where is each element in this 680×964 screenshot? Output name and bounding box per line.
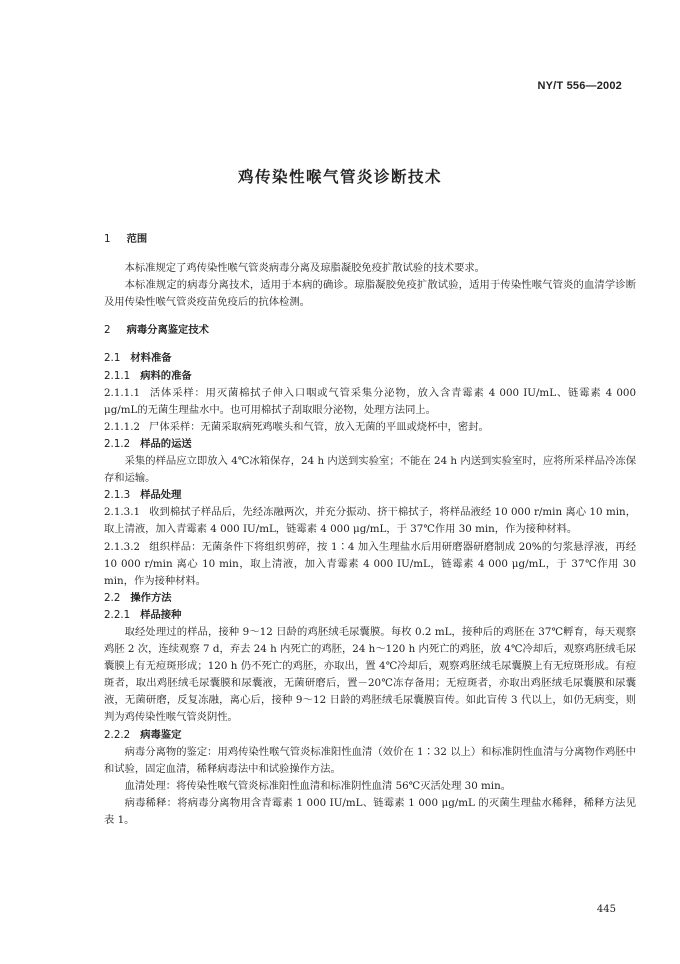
section-number: 2.2.1: [104, 608, 131, 621]
paragraph: 采集的样品应立即放入 4℃冰箱保存，24 h 内送到实验室；不能在 24 h 内送到实验室时，应将所采样品冷冻保存和运输。: [104, 455, 636, 485]
section-title: 样品接种: [140, 608, 182, 621]
section-title: 病毒鉴定: [140, 728, 182, 741]
section-title: 病毒分离鉴定技术: [126, 324, 209, 337]
section-number: 2.1: [104, 352, 121, 365]
subsection-heading: [104, 436, 636, 453]
section-number: 2.1.3: [104, 489, 131, 502]
document-body: [104, 231, 636, 829]
document-title: 鸡传染性喉气管炎诊断技术: [237, 168, 442, 186]
item-text: 活体采样：用灭菌棉拭子伸入口咽或气管采集分泌物，放入含青霉素 4 000 IU/mL、链霉素 4 000 μg/mL的无菌生理盐水中。也可用棉拭子刮取眼分泌物，处理方法同上。: [104, 386, 636, 416]
item-number: 2.1.1.1: [104, 386, 141, 399]
section-title: 材料准备: [130, 352, 172, 365]
standard-number: NY/T 556—2002: [537, 80, 622, 92]
numbered-item: [104, 539, 636, 590]
subsection-heading: [104, 487, 636, 504]
subsection-heading: [104, 350, 636, 367]
item-number: 2.1.1.2: [104, 420, 141, 433]
page-number: 445: [596, 904, 616, 915]
section-title: 样品处理: [140, 489, 182, 502]
paragraph: 病毒稀释：将病毒分离物用含青霉素 1 000 IU/mL、链霉素 1 000 μg/mL 的灭菌生理盐水稀释，稀释方法见表 1。: [104, 796, 636, 826]
subsection-heading: [104, 590, 636, 607]
section-number: 1: [104, 233, 111, 245]
item-text: 收到棉拭子样品后，先经冻融两次，并充分振动、挤干棉拭子，将样品液经 10 000 r/min 离心 10 min，取上清液，加入青霉素 4 000 IU/mL，链霉素 4 000 μg/mL，于 37℃作用 30 min，作为接种材料。: [104, 506, 636, 536]
paragraph: 取经处理过的样品，接种 9～12 日龄的鸡胚绒毛尿囊膜。每枚 0.2 mL，接种后的鸡胚在 37℃孵育，每天观察鸡胚 2 次，连续观察 7 d，弃去 24 h 内死亡的鸡胚，24 h～120 h 内死亡的鸡胚，放 4℃冷却后，观察鸡胚绒毛尿囊膜上有无痘斑形成；120 h 仍不死亡的鸡胚，亦取出，置 4℃冷却后，观察鸡胚绒毛尿囊膜上有无痘斑形成。有痘斑者，取出鸡胚绒毛尿囊膜和尿囊液，无菌研磨后，置－20℃冻存备用；无痘斑者，亦取出鸡胚绒毛尿囊膜和尿囊液，无菌研磨，反复冻融，离心后，接种 9～12 日龄的鸡胚绒毛尿囊膜盲传。如此盲传 3 代以上，如仍无病变，则判为鸡传染性喉气管炎阴性。: [104, 625, 636, 724]
paragraph: 本标准规定了鸡传染性喉气管炎病毒分离及琼脂凝胶免疫扩散试验的技术要求。: [124, 262, 485, 275]
section-2-heading: [104, 322, 636, 339]
section-number: 2.2: [104, 591, 121, 604]
item-number: 2.1.3.1: [104, 506, 141, 519]
numbered-item: [104, 385, 636, 419]
paragraph: 血清处理：将传染性喉气管炎标准阳性血清和标准阴性血清 56℃灭活处理 30 min。: [124, 779, 512, 792]
section-title: 范围: [126, 233, 148, 245]
section-number: 2: [104, 324, 111, 337]
section-title: 病料的准备: [140, 369, 192, 382]
section-number: 2.1.2: [104, 437, 131, 450]
item-text: 组织样品：无菌条件下将组织剪碎，按 1∶4 加入生理盐水后用研磨器研磨制成 20%的匀浆悬浮液，再经 10 000 r/min 离心 10 min，取上清液，加入青霉素 4 000 IU/mL，链霉素 4 000 μg/mL，于 37℃作用 30 min，作为接种材料。: [104, 540, 636, 587]
paragraph: 病毒分离物的鉴定：用鸡传染性喉气管炎标准阳性血清（效价在 1∶32 以上）和标准阴性血清与分离物作鸡胚中和试验，固定血清，稀释病毒法中和试验操作方法。: [104, 745, 636, 775]
section-title: 操作方法: [130, 591, 172, 604]
section-1-heading: [104, 231, 636, 248]
numbered-item: [104, 419, 636, 436]
subsection-heading: [104, 607, 636, 624]
section-title: 样品的运送: [140, 437, 192, 450]
paragraph: 本标准规定的病毒分离技术，适用于本病的确诊。琼脂凝胶免疫扩散试验，适用于传染性喉气管炎的血清学诊断及用传染性喉气管炎疫苗免疫后的抗体检测。: [104, 279, 636, 309]
section-number: 2.2.2: [104, 728, 131, 741]
subsection-heading: [104, 368, 636, 385]
section-number: 2.1.1: [104, 369, 131, 382]
subsection-heading: [104, 727, 636, 744]
numbered-item: [104, 504, 636, 538]
item-text: 尸体采样：无菌采取病死鸡喉头和气管，放入无菌的平皿或烧杯中，密封。: [149, 420, 489, 433]
item-number: 2.1.3.2: [104, 540, 141, 553]
